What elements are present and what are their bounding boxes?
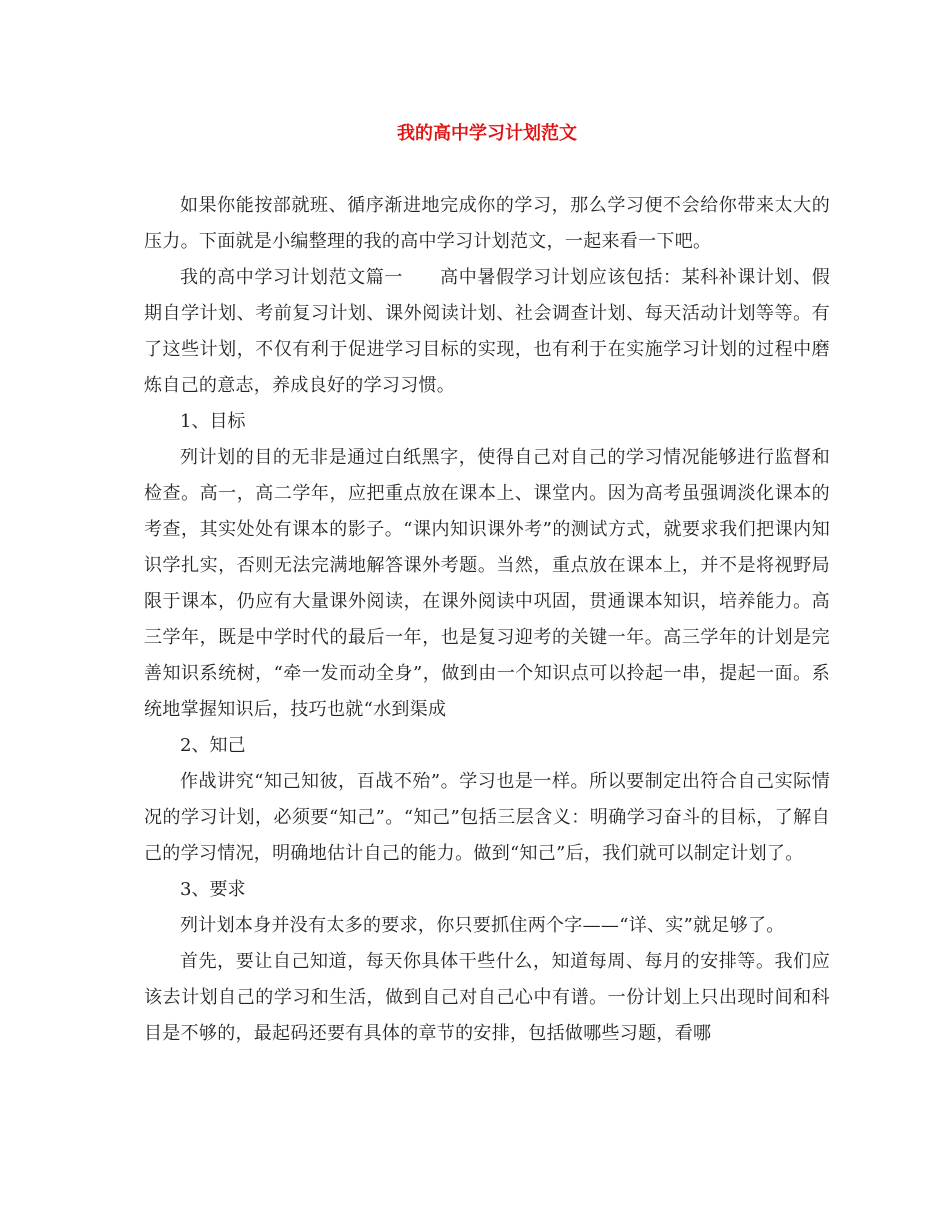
intro-paragraph: 如果你能按部就班、循序渐进地完成你的学习，那么学习便不会给你带来太大的压力。下面就是小编整理的我的高中学习计划范文，一起来看一下吧。 (144, 195, 830, 252)
section-heading-requirements: 3、要求 (180, 879, 246, 900)
know-yourself-paragraph: 作战讲究“知己知彼，百战不殆”。学习也是一样。所以要制定出符合自己实际情况的学习计划，必须要“知己”。“知己”包括三层含义：明确学习奋斗的目标，了解自己的学习情况，明确地估计自己的能力。做到“知己”后，我们就可以制定计划了。 (144, 771, 830, 864)
goal-paragraph: 列计划的目的无非是通过白纸黑字，使得自己对自己的学习情况能够进行监督和检查。高一，高二学年，应把重点放在课本上、课堂内。因为高考虽强调淡化课本的考查，其实处处有课本的影子。“课内知识课外考”的测试方式，就要求我们把课内知识学扎实，否则无法完满地解答课外考题。当然，重点放在课本上，并不是将视野局限于课本，仍应有大量课外阅读，在课外阅读中巩固，贯通课本知识，培养能力。高三学年，既是中学时代的最后一年，也是复习迎考的关键一年。高三学年的计划是完善知识系统树，“牵一发而动全身”，做到由一个知识点可以拎起一串，提起一面。系统地掌握知识后，技巧也就“水到渠成 (144, 447, 830, 720)
section-heading-goal: 1、目标 (180, 411, 246, 432)
document-title: 我的高中学习计划范文 (397, 123, 577, 144)
section-heading-know-yourself: 2、知己 (180, 735, 246, 756)
requirements-paragraph: 列计划本身并没有太多的要求，你只要抓住两个字——“详、实”就足够了。 (180, 915, 785, 936)
plan-overview-paragraph: 我的高中学习计划范文篇一 高中暑假学习计划应该包括：某科补课计划、假期自学计划、考前复习计划、课外阅读计划、社会调查计划、每天活动计划等等。有了这些计划，不仅有利于促进学习目标的实现，也有利于在实施学习计划的过程中磨炼自己的意志，养成良好的学习习惯。 (144, 267, 830, 396)
first-step-paragraph: 首先，要让自己知道，每天你具体干些什么，知道每周、每月的安排等。我们应该去计划自己的学习和生活，做到自己对自己心中有谱。一份计划上只出现时间和科目是不够的，最起码还要有具体的章节的安排，包括做哪些习题，看哪 (144, 951, 830, 1044)
